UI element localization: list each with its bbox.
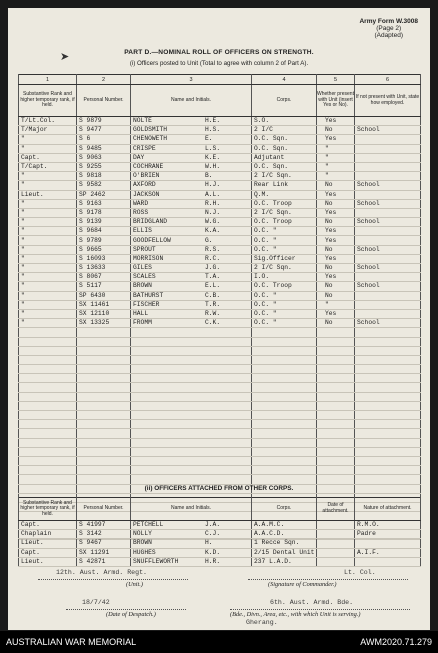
attached-officers-table [18, 497, 421, 567]
form-header [359, 18, 418, 39]
table-row [19, 300, 421, 309]
blank-row [19, 383, 421, 392]
initials-cell: R.W. [205, 310, 221, 318]
table-row [19, 557, 421, 566]
rank-cell: " [21, 181, 25, 189]
present-cell: " [325, 144, 329, 152]
column-header: Name and Initials. [131, 85, 252, 117]
rank-cell: " [21, 273, 25, 281]
corps-cell: 2 I/C Sqn. [254, 208, 292, 216]
personal-number-cell: S 3142 [79, 530, 102, 538]
formation-typed: 6th. Aust. Armd. Bde. [270, 599, 354, 606]
initials-cell: A.L. [205, 190, 221, 198]
column-number-row [19, 75, 421, 85]
surname-cell: ELLIS [133, 227, 152, 235]
unit-typed: 12th. Aust. Armd. Regt. [56, 569, 148, 576]
corps-cell: 237 L.A.D. [254, 557, 292, 565]
initials-cell: E.L. [205, 282, 221, 290]
table-row [19, 548, 421, 557]
table-row [19, 227, 421, 236]
present-cell: No [325, 126, 333, 134]
blank-row [19, 365, 421, 374]
table-row [19, 153, 421, 162]
personal-number-cell: S 9665 [79, 245, 102, 253]
corps-cell: O.C. " [254, 236, 277, 244]
place-typed: Gherang. [246, 619, 278, 626]
corps-cell: O.C. " [254, 291, 277, 299]
column-header: Corps. [252, 498, 317, 521]
table-row [19, 264, 421, 273]
surname-cell: BATHURST [133, 291, 164, 299]
present-cell: No [325, 291, 333, 299]
table-row [19, 117, 421, 126]
rank-cell: " [21, 199, 25, 207]
document-page [8, 8, 430, 630]
rank-cell: T/Lt.Col. [21, 117, 56, 125]
table-row [19, 530, 421, 539]
present-cell: " [325, 300, 329, 308]
rank-cell: " [21, 172, 25, 180]
credit-right: AWM2020.71.279 [360, 637, 432, 647]
surname-cell: NOLLY [133, 530, 152, 538]
surname-cell: SPROUT [133, 245, 156, 253]
personal-number-cell: S 9467 [79, 539, 102, 547]
column-number: 4 [252, 75, 317, 85]
surname-cell: CRISPE [133, 144, 156, 152]
personal-number-cell: S 9879 [79, 117, 102, 125]
table-row [19, 144, 421, 153]
corps-cell: O.C. " [254, 227, 277, 235]
table-row [19, 190, 421, 199]
blank-row [19, 429, 421, 438]
employment-cell: School [357, 245, 380, 253]
blank-row [19, 466, 421, 475]
rank-cell: " [21, 135, 25, 143]
initials-cell: K.A. [205, 227, 221, 235]
corps-cell: 2 I/C [254, 126, 273, 134]
column-header: Name and Initials. [131, 498, 252, 521]
personal-number-cell: SX 11461 [79, 300, 110, 308]
surname-cell: NOLTE [133, 117, 152, 125]
personal-number-cell: SX 12110 [79, 310, 110, 318]
personal-number-cell: S 9684 [79, 227, 102, 235]
column-header-row [19, 85, 421, 117]
corps-cell: Sig.Officer [254, 254, 296, 262]
blank-row [19, 438, 421, 447]
present-cell: " [325, 153, 329, 161]
personal-number-cell: SX 11291 [79, 548, 110, 556]
personal-number-cell: S 42871 [79, 557, 106, 565]
initials-cell: C.B. [205, 291, 221, 299]
initials-cell: E. [205, 135, 213, 143]
rank-cell: " [21, 264, 25, 272]
corps-cell: Adjutant [254, 153, 285, 161]
initials-cell: R.C. [205, 254, 221, 262]
nature-of-attachment-cell: Padre [357, 530, 376, 538]
part-subtitle: (i) Officers posted to Unit (Total to agree with column 2 of Part A). [129, 60, 309, 67]
formation-line [230, 609, 410, 610]
blank-row [19, 447, 421, 456]
form-adapted: (Adapted) [374, 32, 403, 39]
surname-cell: MORRISON [133, 254, 164, 262]
present-cell: No [325, 245, 333, 253]
form-page: (Page 2) [376, 25, 402, 32]
corps-cell: 2/15 Dental Unit [254, 548, 315, 556]
rank-cell: " [21, 245, 25, 253]
formation-caption: (Bde., Divn., Area, etc., with which Unit is serving.) [230, 611, 361, 618]
rank-cell: Lieut. [21, 539, 44, 547]
rank-cell: " [21, 310, 25, 318]
personal-number-cell: S 9789 [79, 236, 102, 244]
table-row [19, 291, 421, 300]
rank-cell: Capt. [21, 521, 40, 529]
surname-cell: AXFORD [133, 181, 156, 189]
form-name: Army Form W.3008 [359, 18, 418, 25]
surname-cell: BRIDGLAND [133, 218, 168, 226]
table-row [19, 199, 421, 208]
table-row [19, 254, 421, 263]
personal-number-cell: S 9255 [79, 163, 102, 171]
rank-cell: Capt. [21, 548, 40, 556]
corps-cell: O.C. Troop [254, 282, 292, 290]
column-header: Date of attachment. [317, 498, 355, 521]
corps-cell: O.C. " [254, 319, 277, 327]
surname-cell: COCHRANE [133, 163, 164, 171]
surname-cell: SNUFFLEWORTH [133, 557, 179, 565]
surname-cell: ROSS [133, 208, 149, 216]
initials-cell: R.S. [205, 245, 221, 253]
unit-line [38, 579, 188, 580]
column-header: Whether present with Unit (insert Yes or No). [317, 85, 355, 117]
surname-cell: FISCHER [133, 300, 160, 308]
present-cell: Yes [325, 208, 337, 216]
rank-cell: " [21, 144, 25, 152]
blank-row [19, 328, 421, 337]
column-number: 2 [77, 75, 131, 85]
corps-cell: O.C. Sqn. [254, 144, 289, 152]
present-cell: Yes [325, 135, 337, 143]
personal-number-cell: SP 6430 [79, 291, 106, 299]
employment-cell: School [357, 199, 380, 207]
personal-number-cell: S 9163 [79, 199, 102, 207]
personal-number-cell: S 9485 [79, 144, 102, 152]
surname-cell: JACKSON [133, 190, 160, 198]
date-caption: (Date of Despatch.) [106, 611, 156, 618]
surname-cell: HUGHES [133, 548, 156, 556]
employment-cell: School [357, 264, 380, 272]
present-cell: " [325, 163, 329, 171]
rank-cell: Chaplain [21, 530, 52, 538]
initials-cell: T.A. [205, 273, 221, 281]
rank-cell: " [21, 319, 25, 327]
surname-cell: BROWN [133, 539, 152, 547]
surname-cell: CHENOWETH [133, 135, 168, 143]
blank-row [19, 346, 421, 355]
personal-number-cell: SP 2462 [79, 190, 106, 198]
table-row [19, 236, 421, 245]
employment-cell: School [357, 181, 380, 189]
rank-cell: T/Major [21, 126, 48, 134]
rank-cell: " [21, 282, 25, 290]
surname-cell: DAY [133, 153, 145, 161]
column-number: 3 [131, 75, 252, 85]
blank-row [19, 420, 421, 429]
initials-cell: W.H. [205, 163, 221, 171]
employment-cell: School [357, 282, 380, 290]
initials-cell: G. [205, 236, 213, 244]
corps-cell: O.C. Sqn. [254, 135, 289, 143]
table-row [19, 181, 421, 190]
initials-cell: J.A. [205, 521, 221, 529]
table-row [19, 218, 421, 227]
corps-cell: O.C. " [254, 245, 277, 253]
initials-cell: R.H. [205, 199, 221, 207]
initials-cell: L.S. [205, 144, 221, 152]
table-row [19, 172, 421, 181]
personal-number-cell: S 16093 [79, 254, 106, 262]
corps-cell: Rear Link [254, 181, 289, 189]
initials-cell: C.K. [205, 319, 221, 327]
present-cell: Yes [325, 236, 337, 244]
corps-cell: 2 I/C Sqn. [254, 264, 292, 272]
corps-cell: O.C. Sqn. [254, 163, 289, 171]
section2-title: (ii) OFFICERS ATTACHED FROM OTHER CORPS. [144, 485, 294, 492]
table-row [19, 539, 421, 548]
corps-cell: O.C. " [254, 300, 277, 308]
table-row [19, 273, 421, 282]
initials-cell: B. [205, 172, 213, 180]
initials-cell: H.S. [205, 126, 221, 134]
initials-cell: H.J. [205, 181, 221, 189]
column-header: Substantive Rank and higher temporary rank, if held. [19, 498, 77, 521]
initials-cell: H. [205, 539, 213, 547]
blank-row [19, 456, 421, 465]
rank-cell: " [21, 291, 25, 299]
rank-cell: T/Capt. [21, 163, 48, 171]
date-line [66, 609, 186, 610]
initials-cell: T.R. [205, 300, 221, 308]
rank-cell: " [21, 254, 25, 262]
table-row [19, 135, 421, 144]
table-row [19, 319, 421, 328]
present-cell: Yes [325, 254, 337, 262]
corps-cell: Q.M. [254, 190, 270, 198]
corps-cell: S.O. [254, 117, 270, 125]
present-cell: " [325, 172, 329, 180]
personal-number-cell: S 9818 [79, 172, 102, 180]
part-title: PART D.—NOMINAL ROLL OF OFFICERS ON STRENGTH. [124, 49, 314, 56]
personal-number-cell: SX 13325 [79, 319, 110, 327]
initials-cell: K.E. [205, 153, 221, 161]
employment-cell: School [357, 218, 380, 226]
initials-cell: K.D. [205, 548, 221, 556]
pencil-mark-icon: ➤ [60, 51, 70, 63]
unit-caption: (Unit.) [126, 581, 143, 588]
nature-of-attachment-cell: R.M.O. [357, 521, 380, 529]
nature-of-attachment-cell: A.I.F. [357, 548, 380, 556]
present-cell: Yes [325, 273, 337, 281]
surname-cell: WARD [133, 199, 149, 207]
blank-row [19, 337, 421, 346]
corps-cell: O.C. Troop [254, 218, 292, 226]
corps-cell: O.C. " [254, 310, 277, 318]
personal-number-cell: S 6 [79, 135, 91, 143]
corps-cell: A.A.M.C. [254, 521, 285, 529]
personal-number-cell: S 41997 [79, 521, 106, 529]
blank-row [19, 392, 421, 401]
surname-cell: GOODFELLOW [133, 236, 171, 244]
present-cell: Yes [325, 117, 337, 125]
initials-cell: H.R. [205, 557, 221, 565]
present-cell: Yes [325, 190, 337, 198]
corps-cell: O.C. Troop [254, 199, 292, 207]
surname-cell: O'BRIEN [133, 172, 160, 180]
officers-roll-table [18, 74, 421, 540]
column-number: 6 [355, 75, 421, 85]
personal-number-cell: S 8067 [79, 273, 102, 281]
corps-cell: 2 I/C Sqn. [254, 172, 292, 180]
column-header: Personal Number. [77, 85, 131, 117]
rank-cell: " [21, 227, 25, 235]
column-header: Personal Number. [77, 498, 131, 521]
table-row [19, 126, 421, 135]
personal-number-cell: S 9139 [79, 218, 102, 226]
personal-number-cell: S 9582 [79, 181, 102, 189]
present-cell: No [325, 218, 333, 226]
personal-number-cell: S 5117 [79, 282, 102, 290]
present-cell: Yes [325, 310, 337, 318]
employment-cell: School [357, 319, 380, 327]
rank-cell: " [21, 218, 25, 226]
column-header: Substantive Rank and higher temporary rank, if held. [19, 85, 77, 117]
personal-number-cell: S 9178 [79, 208, 102, 216]
column-header: If not present with Unit, state how employed. [355, 85, 421, 117]
column-header: Nature of attachment. [355, 498, 421, 521]
surname-cell: GOLDSMITH [133, 126, 168, 134]
initials-cell: H.E. [205, 117, 221, 125]
table-row [19, 245, 421, 254]
initials-cell: J.G. [205, 264, 221, 272]
column-header: Corps. [252, 85, 317, 117]
initials-cell: W.G. [205, 218, 221, 226]
attached-header-row [19, 498, 421, 521]
corps-cell: 1 Recce Sqn. [254, 539, 300, 547]
signature-line [248, 579, 408, 580]
rank-cell: " [21, 300, 25, 308]
column-number: 1 [19, 75, 77, 85]
table-row [19, 282, 421, 291]
rank-typed: Lt. Col. [344, 569, 376, 576]
signature-caption: (Signature of Commander.) [268, 581, 337, 588]
present-cell: No [325, 319, 333, 327]
corps-cell: A.A.C.D. [254, 530, 285, 538]
initials-cell: C.J. [205, 530, 221, 538]
personal-number-cell: S 13633 [79, 264, 106, 272]
blank-row [19, 355, 421, 364]
rank-cell: Capt. [21, 153, 40, 161]
surname-cell: PETCHELL [133, 521, 164, 529]
present-cell: No [325, 181, 333, 189]
present-cell: No [325, 264, 333, 272]
table-row [19, 162, 421, 171]
table-row [19, 309, 421, 318]
rank-cell: " [21, 236, 25, 244]
personal-number-cell: S 9477 [79, 126, 102, 134]
date-typed: 18/7/42 [82, 599, 110, 606]
present-cell: Yes [325, 227, 337, 235]
corps-cell: I.O. [254, 273, 270, 281]
personal-number-cell: S 9063 [79, 153, 102, 161]
credit-bar [0, 631, 438, 653]
surname-cell: FROMM [133, 319, 152, 327]
table-row [19, 208, 421, 217]
surname-cell: GILES [133, 264, 152, 272]
surname-cell: HALL [133, 310, 149, 318]
rank-cell: Lieut. [21, 190, 44, 198]
surname-cell: BROWN [133, 282, 152, 290]
initials-cell: N.J. [205, 208, 221, 216]
credit-left: AUSTRALIAN WAR MEMORIAL [6, 637, 137, 647]
rank-cell: " [21, 208, 25, 216]
rank-cell: Lieut. [21, 557, 44, 565]
present-cell: No [325, 199, 333, 207]
table-row [19, 521, 421, 530]
surname-cell: SCALES [133, 273, 156, 281]
blank-row [19, 475, 421, 484]
present-cell: No [325, 282, 333, 290]
blank-row [19, 374, 421, 383]
employment-cell: School [357, 126, 380, 134]
blank-row [19, 411, 421, 420]
blank-row [19, 401, 421, 410]
column-number: 5 [317, 75, 355, 85]
